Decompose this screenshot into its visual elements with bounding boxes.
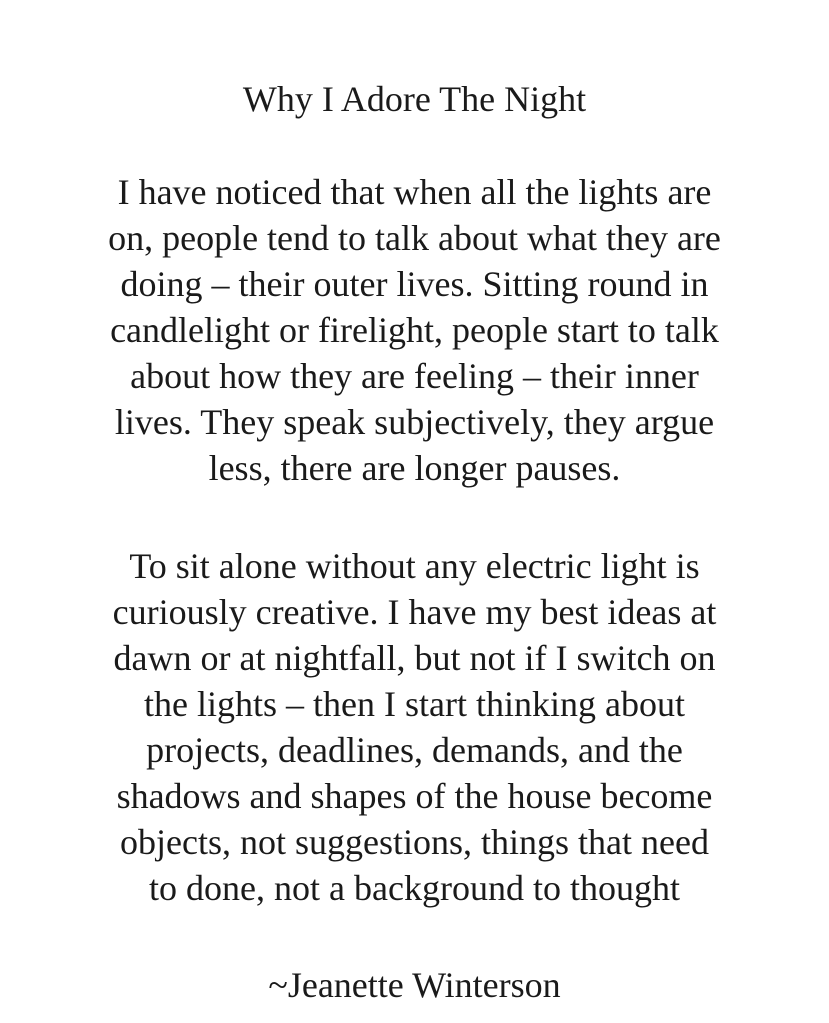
text-line: curiously creative. I have my best ideas at xyxy=(112,592,717,632)
text-line: projects, deadlines, demands, and the xyxy=(146,730,683,770)
text-line: shadows and shapes of the house become xyxy=(116,776,713,816)
quote-title: Why I Adore The Night xyxy=(242,79,587,119)
text-line: dawn or at nightfall, but not if I switch on xyxy=(113,638,716,678)
text-line: candlelight or firelight, people start to talk xyxy=(110,310,719,350)
text-line: doing – their outer lives. Sitting round in xyxy=(120,264,709,304)
text-line: about how they are feeling – their inner xyxy=(130,356,699,396)
text-line: on, people tend to talk about what they are xyxy=(108,218,721,258)
text-line: objects, not suggestions, things that need xyxy=(120,822,709,862)
text-line: lives. They speak subjectively, they argue xyxy=(114,402,715,442)
text-line: to done, not a background to thought xyxy=(149,868,680,908)
quote-paragraph-1 xyxy=(40,169,789,491)
text-line: To sit alone without any electric light is xyxy=(129,546,700,586)
quote-paragraph-2 xyxy=(40,543,789,911)
text-line: the lights – then I start thinking about xyxy=(144,684,685,724)
text-line: less, there are longer pauses. xyxy=(208,448,621,488)
text-line: I have noticed that when all the lights are xyxy=(117,172,712,212)
author-signature: ~Jeanette Winterson xyxy=(268,965,561,1005)
